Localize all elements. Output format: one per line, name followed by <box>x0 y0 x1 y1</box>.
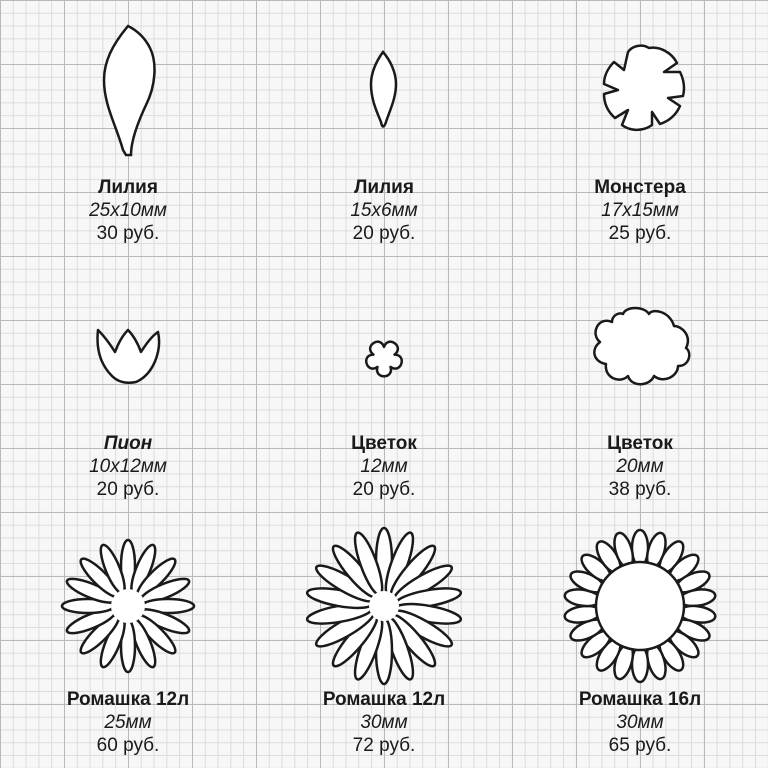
item-price: 20 руб. <box>352 479 416 500</box>
item-price: 20 руб. <box>352 223 416 244</box>
item-price: 20 руб. <box>96 479 160 500</box>
item-size: 25мм <box>104 712 152 733</box>
item-name: Пион <box>103 433 153 454</box>
item-name: Ромашка 12л <box>322 689 446 710</box>
item-size: 20мм <box>616 456 664 477</box>
daisy-center <box>111 589 145 623</box>
catalog-item-daisy-16-30 <box>512 512 768 768</box>
catalog-item-lily-large <box>0 0 256 256</box>
item-name: Лилия <box>98 177 158 198</box>
catalog-item-monstera <box>512 0 768 256</box>
daisy-center <box>369 591 399 621</box>
catalog-item-flower-large <box>512 256 768 512</box>
item-price: 25 руб. <box>608 223 672 244</box>
item-size: 30мм <box>360 712 408 733</box>
catalog-item-daisy-12-25 <box>0 512 256 768</box>
item-price: 38 руб. <box>608 479 672 500</box>
item-name: Монстера <box>594 177 686 198</box>
item-size: 30мм <box>616 712 664 733</box>
daisy-center <box>596 562 684 650</box>
item-size: 15x6мм <box>350 200 418 221</box>
item-size: 12мм <box>360 456 408 477</box>
item-price: 72 руб. <box>352 735 416 756</box>
catalog-item-peony <box>0 256 256 512</box>
item-size: 25x10мм <box>89 200 167 221</box>
daisy-petal <box>632 530 648 566</box>
item-size: 10x12мм <box>89 456 167 477</box>
item-name: Лилия <box>354 177 414 198</box>
item-price: 30 руб. <box>96 223 160 244</box>
catalog-item-lily-small <box>256 0 512 256</box>
daisy-petal <box>632 646 648 682</box>
item-size: 17x15мм <box>601 200 679 221</box>
item-name: Ромашка 16л <box>578 689 702 710</box>
item-name: Ромашка 12л <box>66 689 190 710</box>
flower-outline <box>366 342 402 377</box>
item-price: 60 руб. <box>96 735 160 756</box>
item-name: Цветок <box>607 433 673 454</box>
catalog-item-daisy-12-30 <box>256 512 512 768</box>
catalog-item-flower-small <box>256 256 512 512</box>
item-price: 65 руб. <box>608 735 672 756</box>
item-name: Цветок <box>351 433 417 454</box>
